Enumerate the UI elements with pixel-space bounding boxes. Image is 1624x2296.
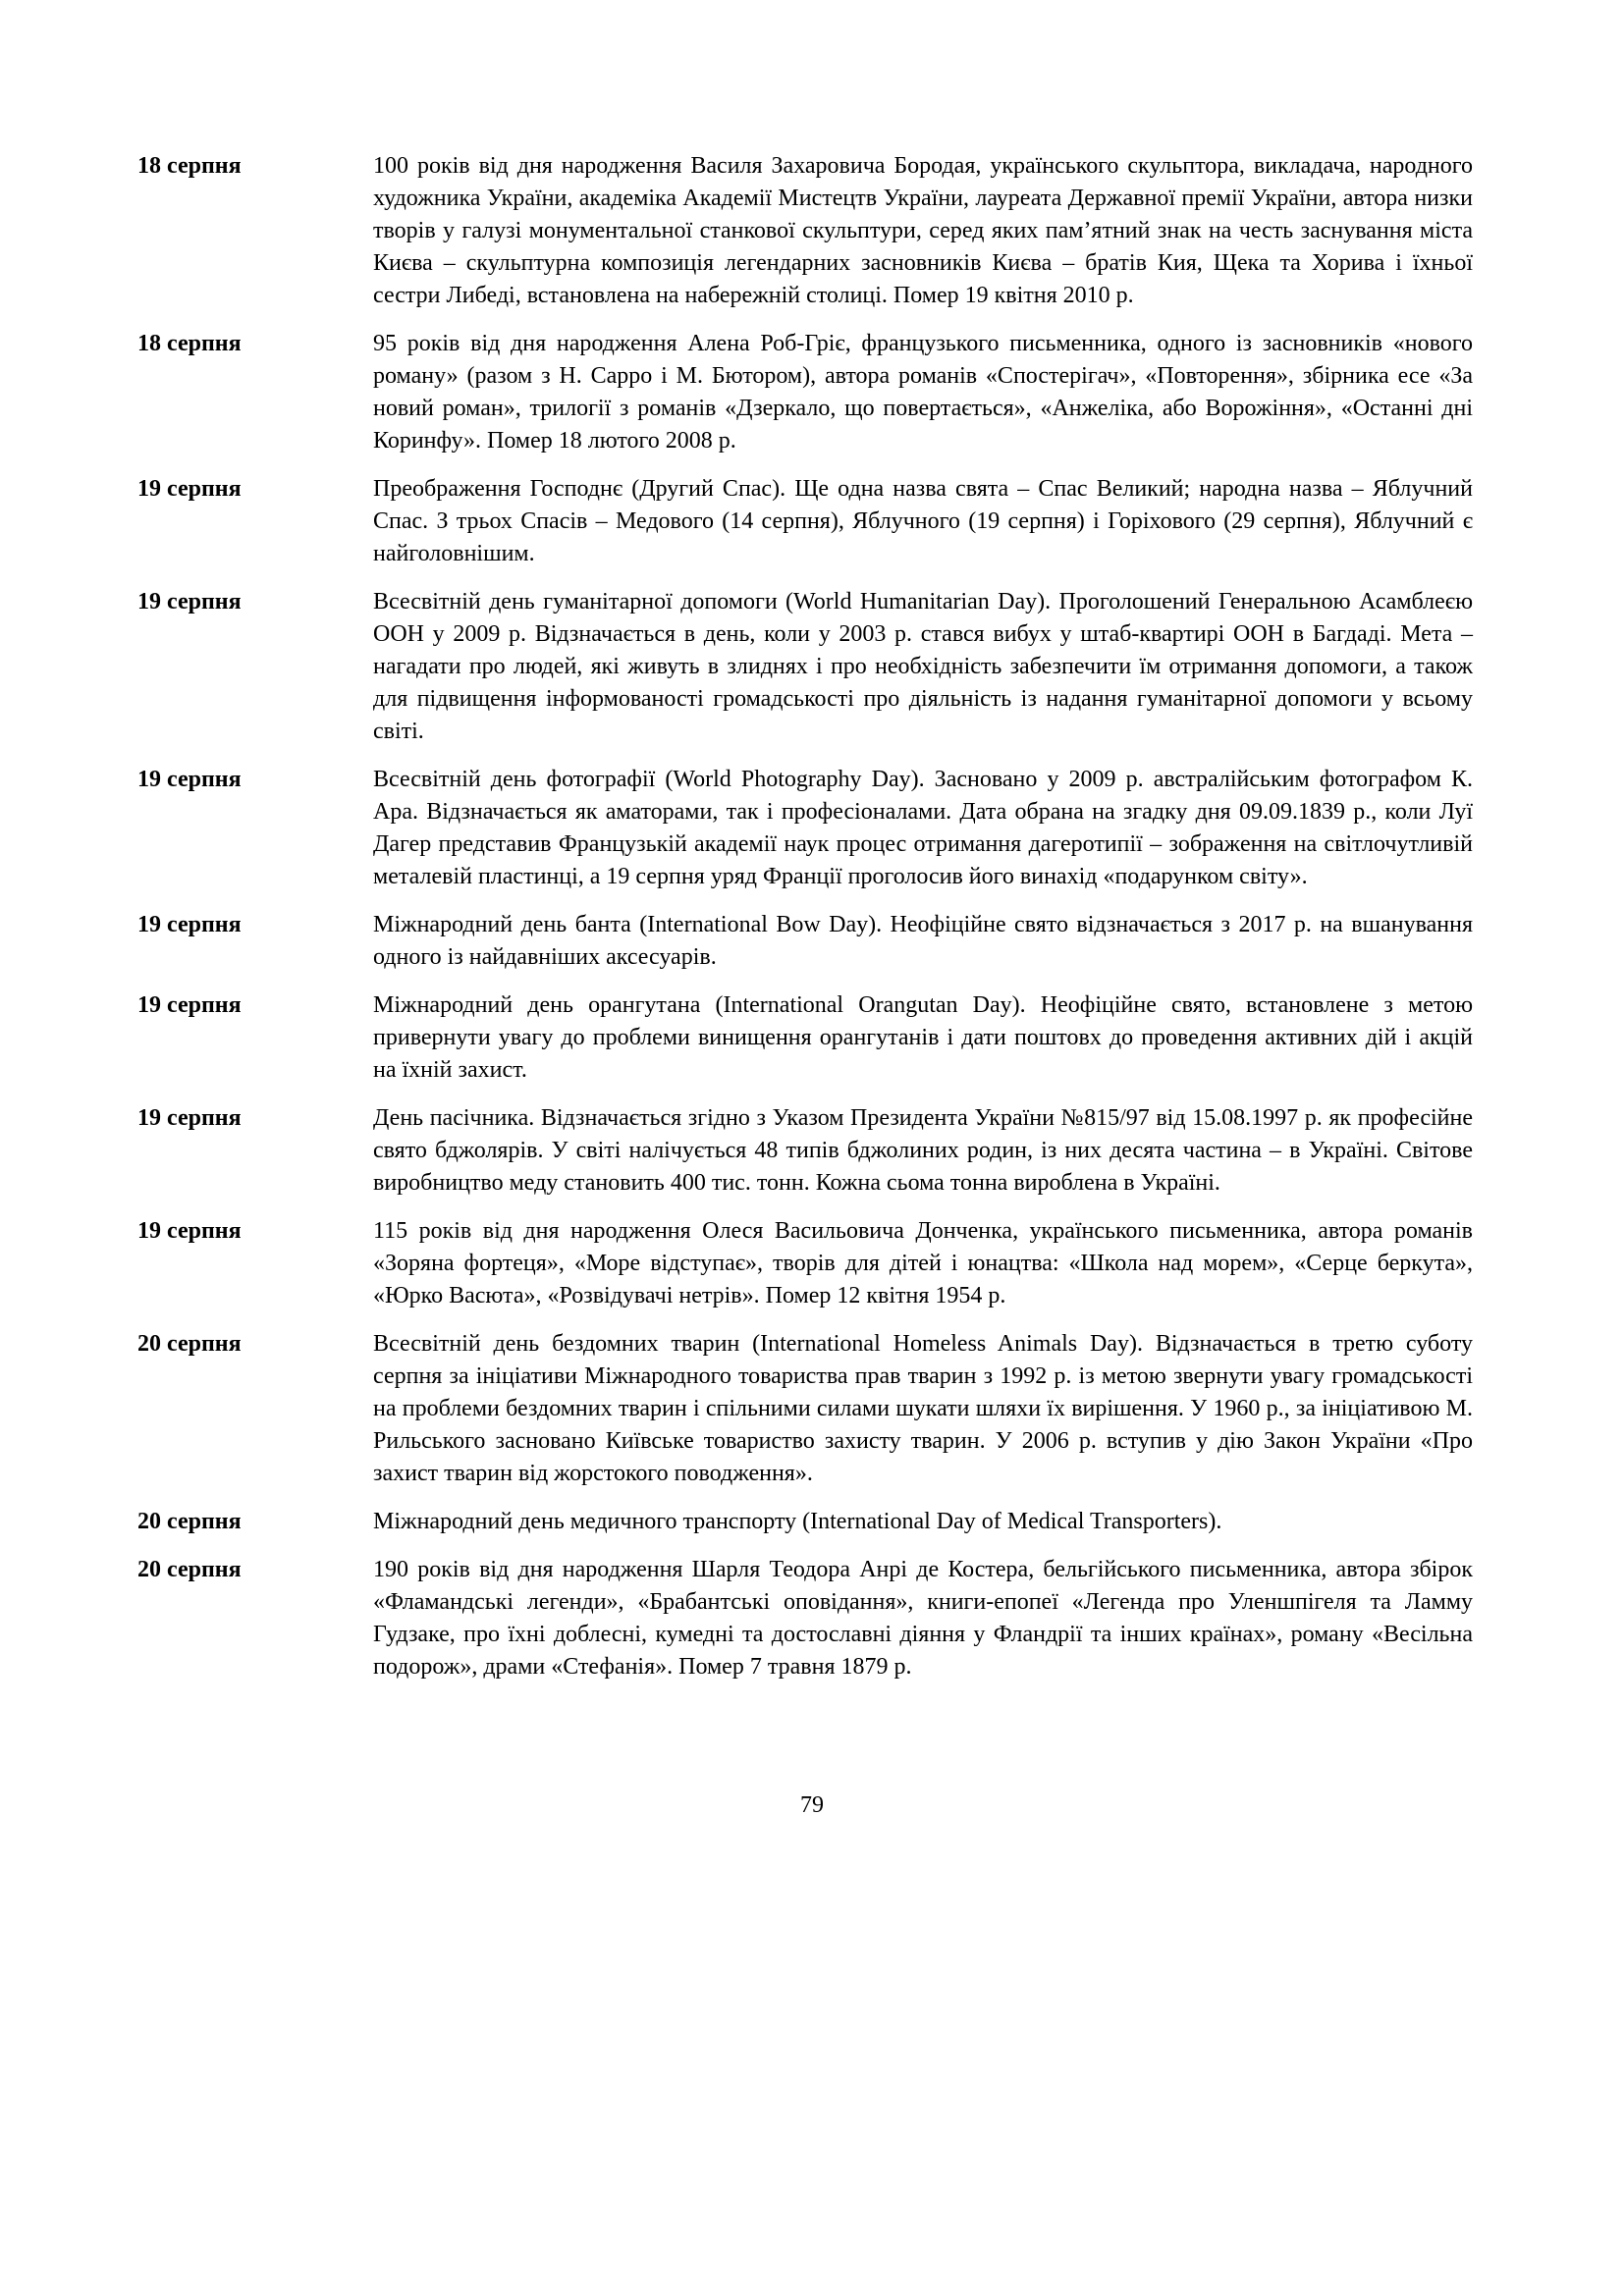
calendar-entry bbox=[137, 1102, 1473, 1200]
entry-text: Міжнародний день медичного транспорту (International Day of Medical Transporters). bbox=[373, 1509, 1222, 1534]
calendar-entry bbox=[137, 328, 1473, 457]
entry-date: 19 серпня bbox=[137, 476, 242, 502]
entry-date: 20 серпня bbox=[137, 1509, 242, 1534]
entry-date: 19 серпня bbox=[137, 767, 242, 792]
entry-date: 18 серпня bbox=[137, 331, 242, 356]
entry-date: 19 серпня bbox=[137, 1105, 242, 1131]
entry-text: Всесвітній день бездомних тварин (International Homeless Animals Day). Відзначається в третю суботу серпня за ініціативи Міжнародного товариства прав тварин з 1992 р. із метою звернути увагу громадськості на проблеми бездомних тварин і спільними силами шукати шляхи їх вирішення. У 1960 р., за ініціативою М. Рильського засновано Київське товариство захисту тварин. У 2006 р. вступив у дію Закон України «Про захист тварин від жорстокого поводження». bbox=[373, 1331, 1473, 1486]
page-number: 79 bbox=[800, 1792, 824, 1818]
entry-date: 19 серпня bbox=[137, 912, 242, 937]
calendar-entry bbox=[137, 909, 1473, 974]
entry-text: Всесвітній день фотографії (World Photography Day). Засновано у 2009 р. австралійським фотографом К. Ара. Відзначається як аматорами, так і професіоналами. Дата обрана на згадку дня 09.09.1839 р., коли Луї Дагер представив Французькій академії наук процес отримання дагеротипії – зображення на світлочутливій металевій пластинці, а 19 серпня уряд Франції проголосив його винахід «подарунком світу». bbox=[373, 767, 1473, 889]
calendar-entry bbox=[137, 1554, 1473, 1683]
entry-text: 115 років від дня народження Олеся Васильовича Донченка, українського письменника, автора романів «Зоряна фортеця», «Море відступає», творів для дітей і юнацтва: «Школа над морем», «Серце беркута», «Юрко Васюта», «Розвідувачі нетрів». Помер 12 квітня 1954 р. bbox=[373, 1218, 1473, 1308]
entry-date: 18 серпня bbox=[137, 153, 242, 179]
entry-text: Всесвітній день гуманітарної допомоги (World Humanitarian Day). Проголошений Генеральною Асамблеєю ООН у 2009 р. Відзначається в день, коли у 2003 р. стався вибух у штаб-квартирі ООН в Багдаді. Мета – нагадати про людей, які живуть в злиднях і про необхідність забезпечити їм отримання допомоги, а також для підвищення інформованості громадськості про діяльність із надання гуманітарної допомоги у всьому світі. bbox=[373, 589, 1473, 744]
entry-text: Преображення Господнє (Другий Спас). Ще одна назва свята – Спас Великий; народна назва – Яблучний Спас. З трьох Спасів – Медового (14 серпня), Яблучного (19 серпня) і Горіхового (29 серпня), Яблучний є найголовнішим. bbox=[373, 476, 1473, 566]
calendar-entry bbox=[137, 473, 1473, 570]
entry-text: 190 років від дня народження Шарля Теодора Анрі де Костера, бельгійського письменника, автора збірок «Фламандські легенди», «Брабантські оповідання», книги-епопеї «Легенда про Уленшпігеля та Ламму Гудзаке, про їхні доблесні, кумедні та достославні діяння у Фландрії та інших країнах», роману «Весільна подорож», драми «Стефанія». Помер 7 травня 1879 р. bbox=[373, 1557, 1473, 1680]
entry-text: 95 років від дня народження Алена Роб-Гріє, французького письменника, одного із засновників «нового роману» (разом з Н. Сарро і М. Бютором), автора романів «Спостерігач», «Повторення», збірника есе «За новий роман», трилогії з романів «Дзеркало, що повертається», «Анжеліка, або Ворожіння», «Останні дні Коринфу». Помер 18 лютого 2008 р. bbox=[373, 331, 1473, 454]
calendar-entry bbox=[137, 989, 1473, 1087]
calendar-entry bbox=[137, 1328, 1473, 1490]
entry-date: 19 серпня bbox=[137, 992, 242, 1018]
calendar-entry bbox=[137, 150, 1473, 312]
calendar-entries bbox=[137, 150, 1473, 1699]
calendar-entry bbox=[137, 1506, 1473, 1538]
calendar-entry bbox=[137, 1215, 1473, 1312]
entry-text: Міжнародний день орангутана (International Orangutan Day). Неофіційне свято, встановлене з метою привернути увагу до проблеми винищення орангутанів і дати поштовх до проведення активних дій і акцій на їхній захист. bbox=[373, 992, 1473, 1083]
calendar-entry bbox=[137, 764, 1473, 893]
entry-date: 20 серпня bbox=[137, 1331, 242, 1357]
entry-date: 20 серпня bbox=[137, 1557, 242, 1582]
entry-date: 19 серпня bbox=[137, 1218, 242, 1244]
entry-text: Міжнародний день банта (International Bow Day). Неофіційне свято відзначається з 2017 р. на вшанування одного із найдавніших аксесуарів. bbox=[373, 912, 1473, 970]
calendar-entry bbox=[137, 586, 1473, 748]
entry-date: 19 серпня bbox=[137, 589, 242, 614]
entry-text: 100 років від дня народження Василя Захаровича Бородая, українського скульптора, викладача, народного художника України, академіка Академії Мистецтв України, лауреата Державної премії України, автора низки творів у галузі монументальної станкової скульптури, серед яких пам’ятний знак на честь заснування міста Києва – скульптурна композиція легендарних засновників Києва – братів Кия, Щека та Хорива і їхньої сестри Либеді, встановлена на набережній столиці. Помер 19 квітня 2010 р. bbox=[373, 153, 1473, 308]
entry-text: День пасічника. Відзначається згідно з Указом Президента України №815/97 від 15.08.1997 р. як професійне свято бджолярів. У світі налічується 48 типів бджолиних родин, із них десята частина – в Україні. Світове виробництво меду становить 400 тис. тонн. Кожна сьома тонна вироблена в Україні. bbox=[373, 1105, 1473, 1196]
